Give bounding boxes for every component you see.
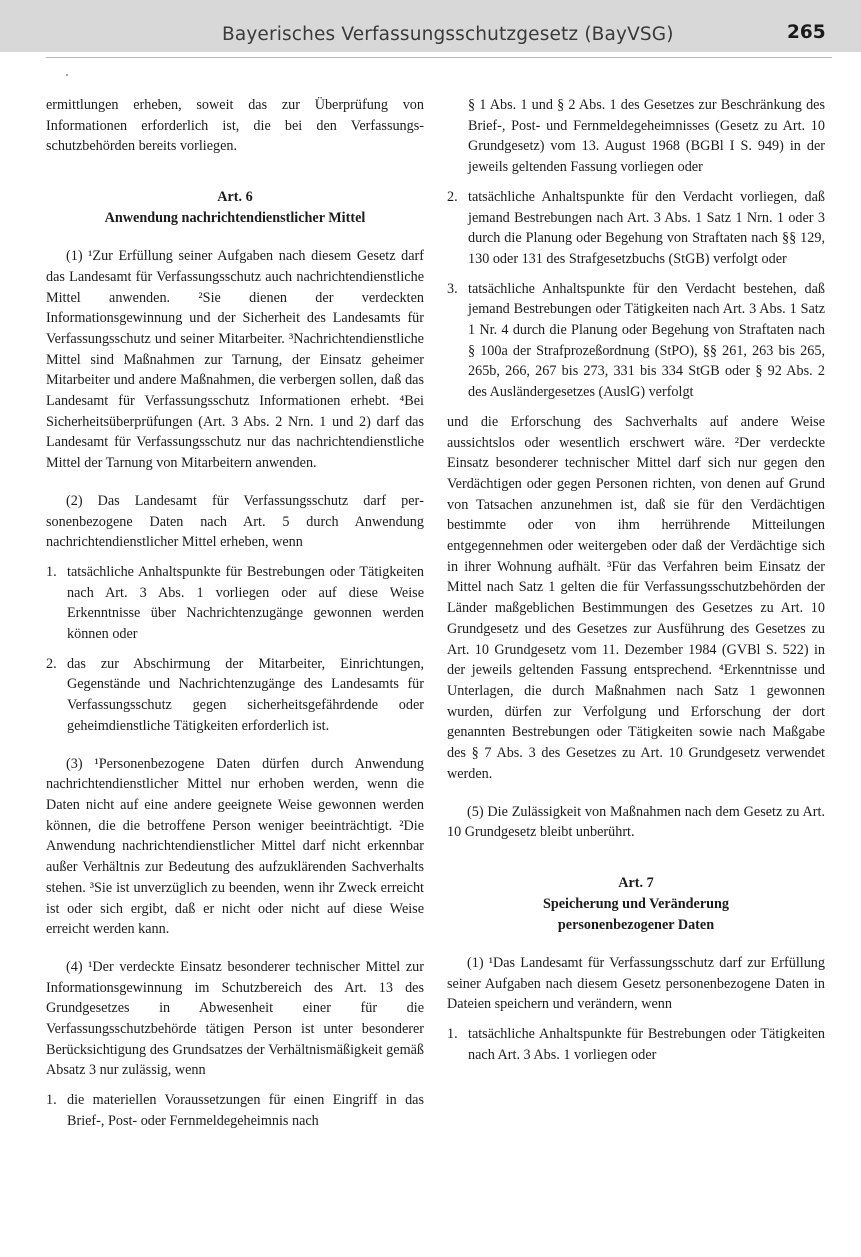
art6-para-3: (3) ¹Personenbezogene Daten dürfen durch Anwendung nachrichtendienstlicher Mittel nur erhoben werden, wenn die Daten nicht auf eine andere geeignete Weise gewonnen werden können, die die betroffene Person weniger beeinträchtigt. ²Die Anwendung nachrichtendienstlicher Mittel darf nicht erkennbar außer Verhältnis zur Bedeutung des aufzuklärenden Sachverhalts stehen. ³Sie ist unverzüglich zu beenden, wenn ihr Zweck erreicht ist oder sich ergibt, daß er nicht oder nicht auf diese Weise erreicht werden kann.: [46, 755, 424, 938]
list-text: das zur Abschirmung der Mitarbeiter, Einrichtungen, Gegenstände und Nachrichtenzugänge des Landesamts für Verfassungsschutz gegen sicherheitsgefährdende oder geheimdienstliche Tätigkeiten erforderlich ist.: [67, 655, 424, 734]
page-header: [0, 0, 861, 52]
running-title: Bayerisches Verfassungsschutzgesetz (BayVSG): [222, 24, 674, 45]
header-rule: [46, 57, 832, 58]
intro-paragraph: ermittlungen erheben, soweit das zur Überprüfung von Informationen erforderlich ist, die bei den Verfassungsschutzbehörden bereits vorliegen.: [46, 97, 424, 155]
list-number: 2.: [447, 188, 458, 205]
art7-para-1: (1) ¹Das Landesamt für Verfassungsschutz darf zur Erfüllung seiner Aufgaben nach diesem Gesetz personenbezogene Daten in Dateien speichern und verändern, wenn: [447, 954, 825, 1013]
list-number: 3.: [447, 280, 458, 297]
right-column: [447, 95, 825, 1065]
list-text: die materiellen Voraussetzungen für einen Eingriff in das Brief-, Post- oder Fernmeldegeheimnis nach: [67, 1092, 424, 1129]
art6-para-2: (2) Das Landesamt für Verfassungsschutz darf personenbezogene Daten nach Art. 5 durch Anwendung nachrichtendienstlicher Mittel erheben, wenn: [46, 492, 424, 551]
art6-para-4-continued: und die Erforschung des Sachverhalts auf andere Weise aussichtslos oder wesentlich erschwert wäre. ²Der verdeckte Einsatz besonderer technischer Mittel darf sich nur gegen den Verdächtigen oder gegen Personen richten, von denen auf Grund von Tatsachen anzunehmen ist, daß sie für den Verdächtigen bestimmte oder von ihm herrührende Mitteilungen entgegennehmen oder weitergeben oder daß der Verdächtige sich in ihrer Wohnung aufhält. ³Für das Verfahren beim Einsatz der Mittel nach Satz 1 gelten die für Verfassungsschutzbehörden der Länder maßgeblichen Bestimmungen des Gesetzes zu Art. 10 Grundgesetz und des Gesetzes zur Ausführung des Gesetzes zu Art. 10 Grundgesetz vom 11. Dezember 1984 (GVBl S. 522) in der jeweils geltenden Fassung entsprechend. ⁴Erkenntnisse und Unterlagen, die durch Maßnahmen nach Satz 1 gewonnen wurden, dürfen zur Verfolgung und Erforschung der dort genannten Bestrebungen oder Tätigkeiten sowie nach Maßgabe des § 7 Abs. 3 des Gesetzes zu Art. 10 Grundgesetz verwendet werden.: [447, 413, 825, 782]
list-number: 1.: [46, 563, 57, 580]
scan-speck: [66, 74, 68, 76]
art6-para-4: (4) ¹Der verdeckte Einsatz besonderer technischer Mittel zur Informationsgewinnung im Schutzbereich des Art. 13 des Grundgesetzes in Abwesenheit einer für die Verfassungsschutzbehörde tätigen Person ist unter besonderer Berücksichtigung des Grundsatzes der Verhältnismäßigkeit gemäß Absatz 3 nur zulässig, wenn: [46, 958, 424, 1079]
list-item: [46, 562, 424, 645]
art7-title-line-2: personenbezogener Daten: [557, 916, 715, 933]
art6-number: Art. 6: [217, 189, 253, 206]
art6-para-5: (5) Die Zulässigkeit von Maßnahmen nach dem Gesetz zu Art. 10 Grundgesetz bleibt unberührt.: [447, 803, 825, 841]
list-text: tatsächliche Anhaltspunkte für den Verdacht bestehen, daß jemand Bestrebungen oder Tätigkeiten nach Art. 3 Abs. 1 Satz 1 Nr. 4 durch die Planung oder Begehung von Straftaten nach § 100a der Strafprozeßordnung (StPO), §§ 261, 263 bis 265, 265b, 266, 267 bis 273, 331 bis 334 StGB oder § 92 Abs. 2 des Ausländergesetzes (AuslG) verfolgt: [468, 280, 825, 401]
art6-title: Anwendung nachrichtendienstlicher Mittel: [104, 210, 366, 227]
art7-number: Art. 7: [618, 874, 654, 891]
list-text: tatsächliche Anhaltspunkte für den Verdacht vorliegen, daß jemand Bestrebungen nach Art. 3 Abs. 1 Satz 1 Nrn. 1 oder 3 durch die Planung oder Begehung von Straftaten nach §§ 129, 130 oder 131 des Strafgesetzbuchs (StGB) verfolgt oder: [468, 188, 825, 267]
list-number: 2.: [46, 655, 57, 672]
art6-para-1: (1) ¹Zur Erfüllung seiner Aufgaben nach diesem Gesetz darf das Landesamt für Verfassungsschutz auch nachrichtendienstliche Mittel anwenden. ²Sie dienen der verdeckten Informationsgewinnung und der Sicherheit des Landesamts für Verfassungsschutz und seiner Mitarbeiter. ³Nachrichtendienstliche Mittel sind Maßnahmen zur Tarnung, der Einsatz geheimer Mitarbeiter und andere Maßnahmen, die verbergen sollen, daß das Landesamt für Verfassungsschutz Informationen erhebt. ⁴Bei Sicherheitsüberprüfungen (Art. 3 Abs. 2 Nrn. 1 und 2) darf das Landesamt für Verfassungsschutz nur das nachrichtendienstliche Mittel der Tarnung von Mitarbeitern anwenden.: [46, 248, 424, 472]
list-number: 1.: [447, 1026, 458, 1043]
list-text: tatsächliche Anhaltspunkte für Bestrebungen oder Tätigkeiten nach Art. 3 Abs. 1 vorliegen oder auf diese Weise Erkenntnisse über Nachrichtenzugänge gewonnen werden können oder: [67, 563, 424, 643]
list-item: [46, 654, 424, 737]
list-item: [447, 279, 825, 403]
list-item-continued: [447, 95, 825, 178]
page-number: 265: [787, 22, 826, 43]
list-text: tatsächliche Anhaltspunkte für Bestrebungen oder Tätigkeiten nach Art. 3 Abs. 1 vorliegen oder: [468, 1026, 825, 1063]
list-number: 1.: [46, 1092, 57, 1109]
list-text: § 1 Abs. 1 und § 2 Abs. 1 des Gesetzes zur Beschränkung des Brief-, Post- und Fernmeldegeheimnisses (Gesetz zu Art. 10 Grundgesetz) vom 13. August 1968 (BGBl I S. 949) in der jeweils geltenden Fassung vorliegen oder: [468, 97, 825, 176]
list-item: [447, 1024, 825, 1065]
list-item: [46, 1090, 424, 1131]
art7-title-line-1: Speicherung und Veränderung: [542, 895, 730, 912]
list-item: [447, 187, 825, 270]
left-column: [46, 95, 424, 1132]
